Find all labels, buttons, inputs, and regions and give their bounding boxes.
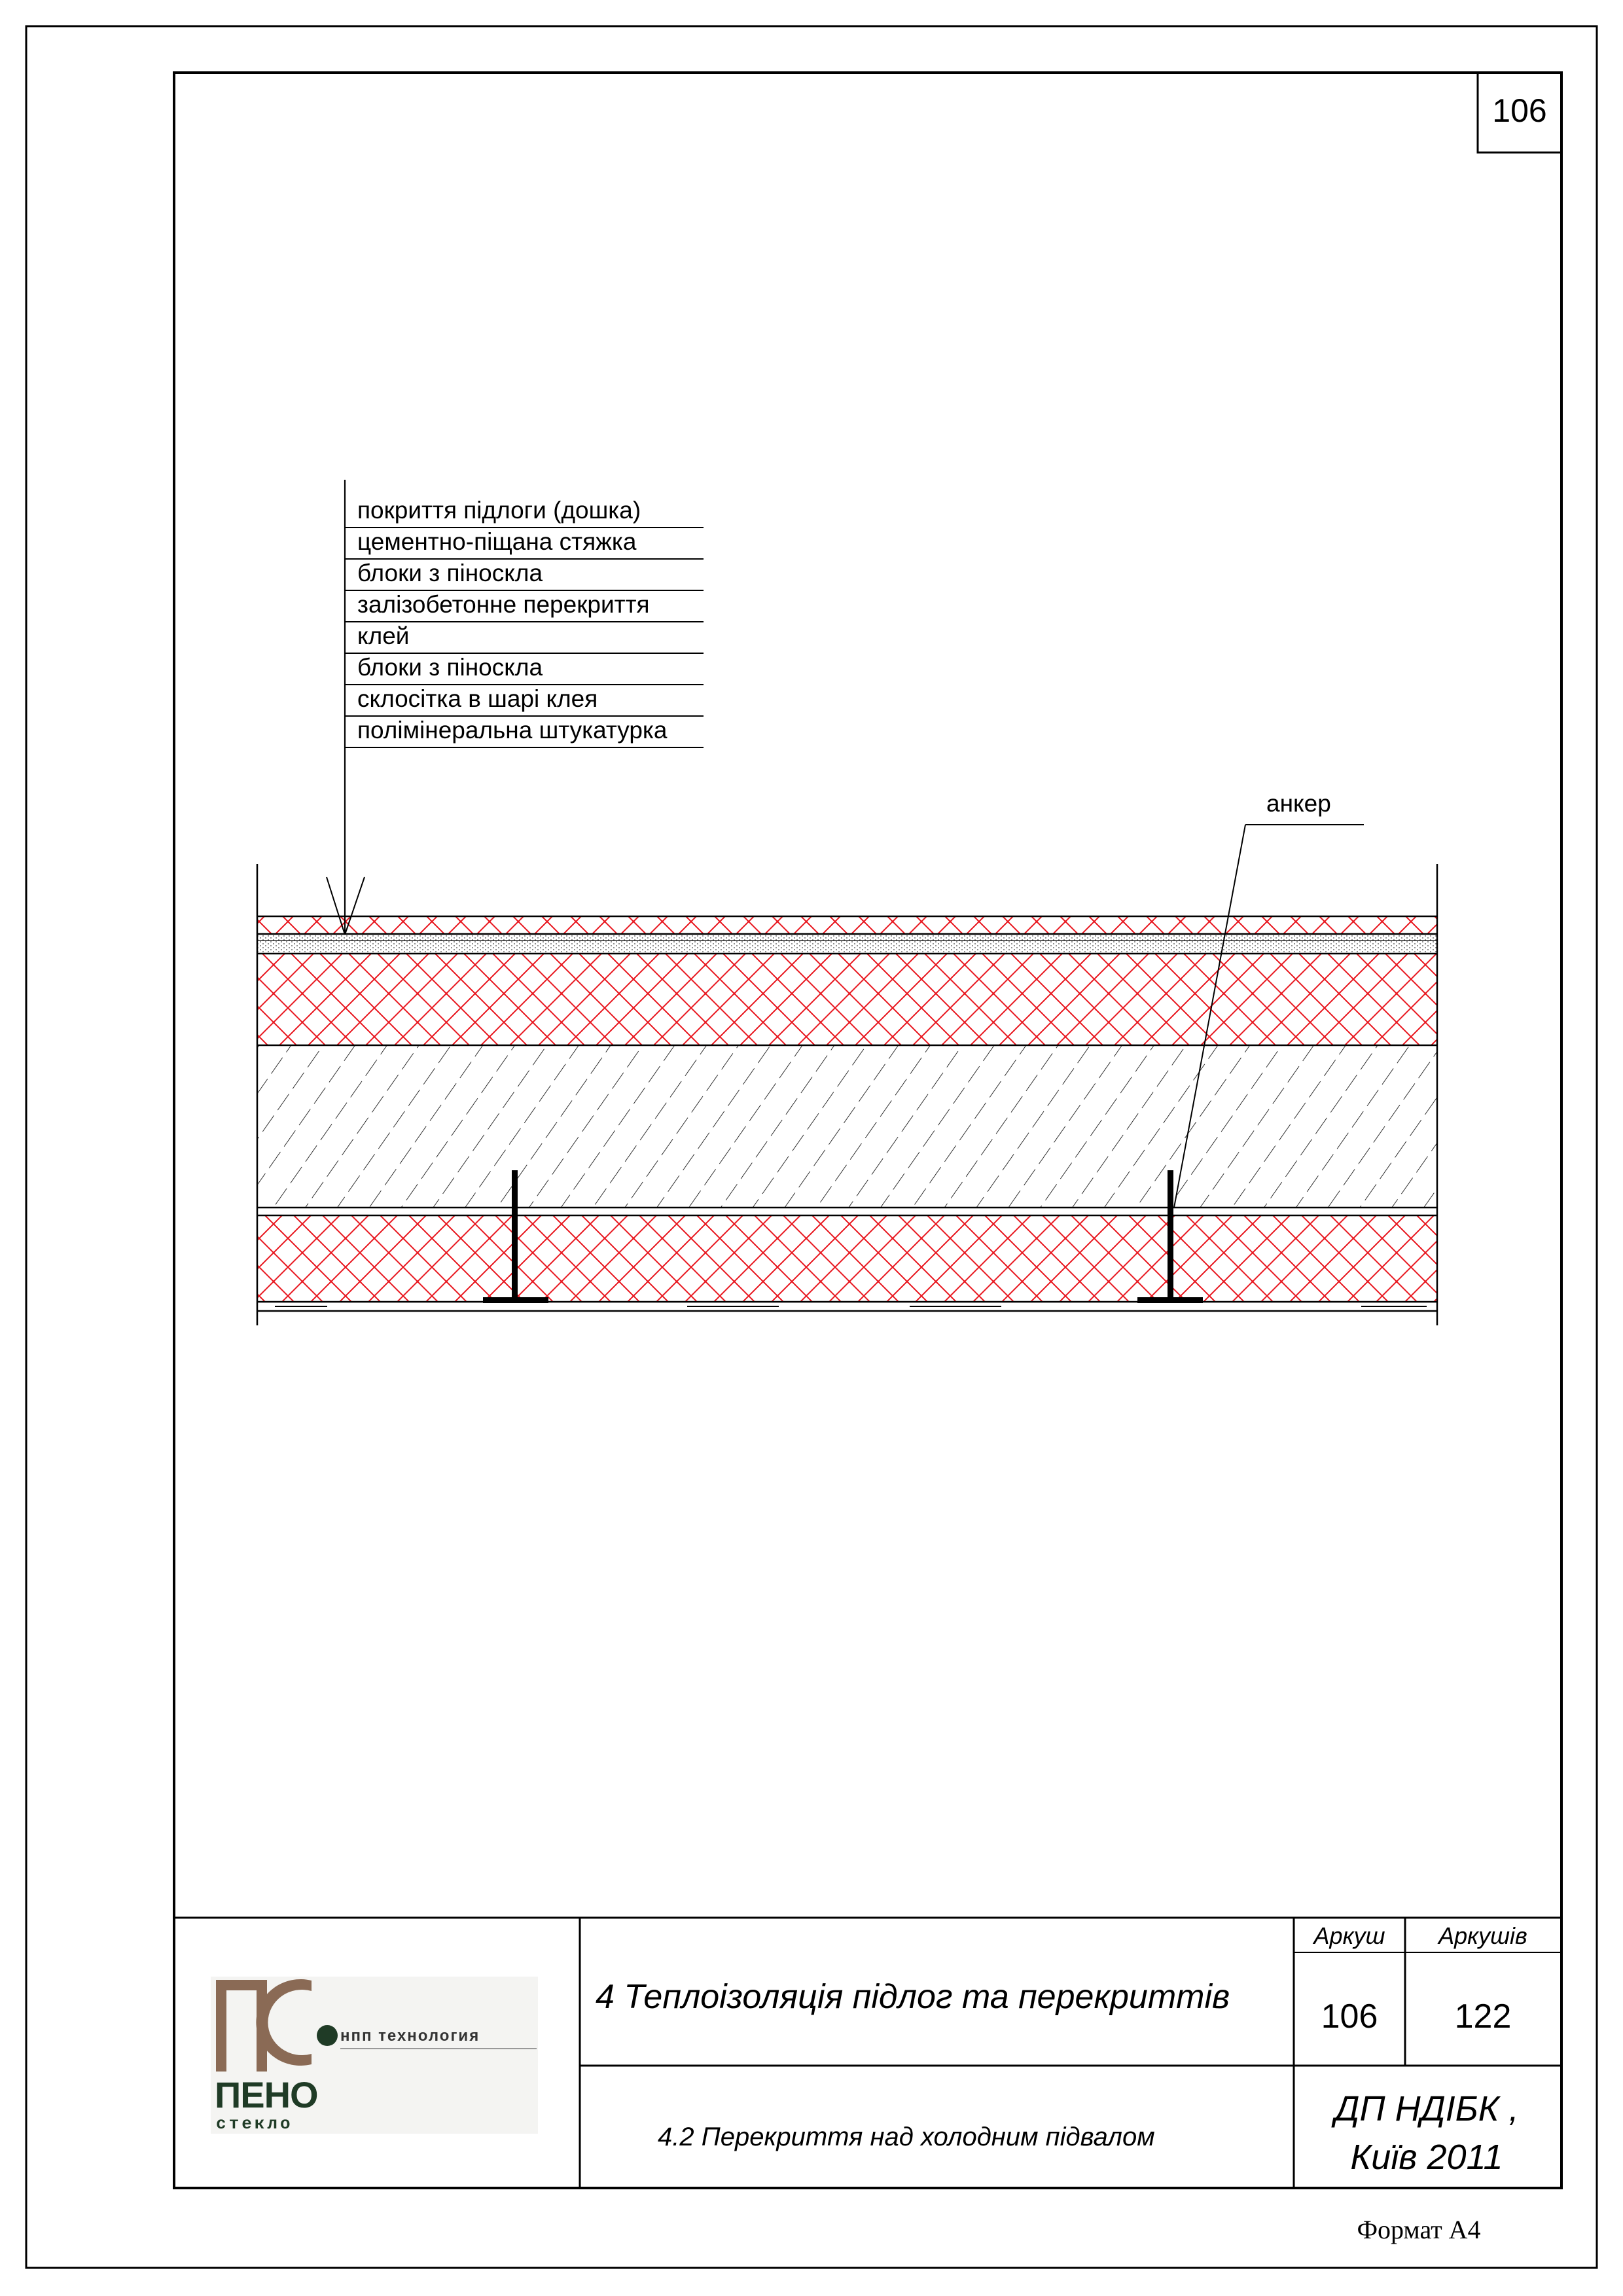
layer-label-board: покриття підлоги (дошка): [357, 497, 641, 524]
layer-label-foam-1: блоки з піноскла: [357, 560, 543, 586]
layer-glue: [257, 1208, 1437, 1215]
sheet-header: Аркуш: [1313, 1922, 1385, 1949]
company-logo: [211, 1977, 538, 2134]
section-title: 4 Теплоізоляція підлог та перекриттів: [596, 1978, 1230, 2016]
sheet-value: 106: [1321, 1998, 1378, 2036]
layer-label-mesh: склосітка в шарі клея: [357, 685, 598, 712]
organization: ДП НДІБК ,: [1334, 2089, 1519, 2128]
layer-label-foam-2: блоки з піноскла: [357, 654, 543, 681]
layer-board: [257, 916, 1437, 934]
layer-concrete-slab: [257, 1045, 1437, 1208]
sheets-value: 122: [1454, 1998, 1512, 2036]
layer-callout: [327, 480, 704, 935]
layer-label-glue: клей: [357, 622, 410, 649]
layer-label-concrete: залізобетонне перекриття: [357, 591, 650, 618]
layer-foam-glass-lower: [257, 1215, 1437, 1302]
sheets-header: Аркушів: [1438, 1922, 1527, 1949]
logo-company: нпп технология: [340, 2027, 480, 2045]
subsection-title: 4.2 Перекриття над холодним підвалом: [658, 2123, 1155, 2151]
layer-label-plaster: полімінеральна штукатурка: [357, 717, 668, 744]
layer-label-screed: цементно-піщана стяжка: [357, 528, 637, 555]
layer-screed: [257, 934, 1437, 954]
logo-brand-top: ПЕНО: [215, 2074, 318, 2115]
format-label: Формат А4: [1357, 2215, 1481, 2244]
city-year: Київ 2011: [1350, 2138, 1503, 2177]
logo-brand-bottom: стекло: [216, 2114, 293, 2134]
floor-section: [257, 864, 1437, 1325]
anchor-label: анкер: [1266, 790, 1331, 817]
corner-number: 106: [1492, 92, 1547, 129]
layer-foam-glass-upper: [257, 954, 1437, 1045]
